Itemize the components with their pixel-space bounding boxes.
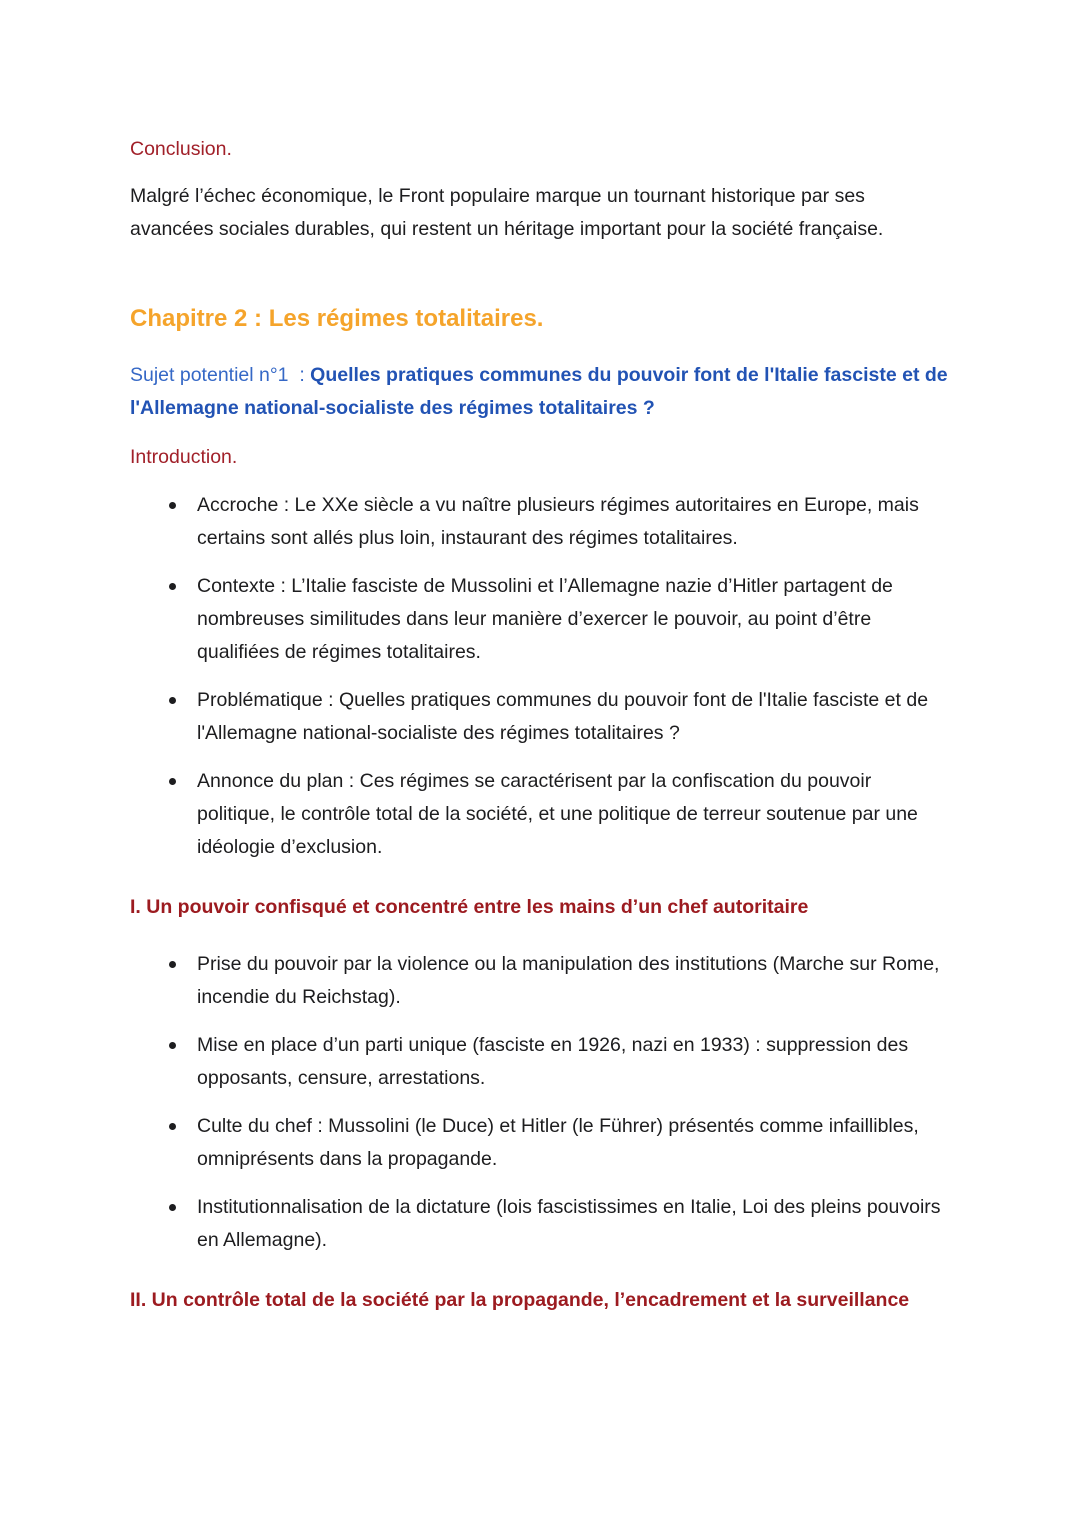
subject-prefix: Sujet potentiel n°1: [130, 364, 289, 386]
section-1-bullet-list: [130, 948, 950, 1257]
introduction-label: Introduction.: [130, 446, 238, 468]
subject-line: [130, 359, 950, 425]
list-item: Prise du pouvoir par la violence ou la manipulation des institutions (Marche sur Rome, incendie du Reichstag).: [130, 948, 950, 1014]
list-item: Mise en place d’un parti unique (fasciste en 1926, nazi en 1933) : suppression des opposants, censure, arrestations.: [130, 1029, 950, 1095]
list-item: Culte du chef : Mussolini (le Duce) et Hitler (le Führer) présentés comme infaillibles, omniprésents dans la propagande.: [130, 1110, 950, 1176]
list-item: Accroche : Le XXe siècle a vu naître plusieurs régimes autoritaires en Europe, mais certains sont allés plus loin, instaurant des régimes totalitaires.: [130, 489, 950, 555]
section-2-title: II. Un contrôle total de la société par la propagande, l’encadrement et la surveillance: [130, 1289, 910, 1311]
list-item: Institutionnalisation de la dictature (lois fascistissimes en Italie, Loi des pleins pouvoirs en Allemagne).: [130, 1191, 950, 1257]
conclusion-label: Conclusion.: [130, 138, 232, 160]
introduction-bullet-list: [130, 489, 950, 864]
list-item: Annonce du plan : Ces régimes se caractérisent par la confiscation du pouvoir politique, le contrôle total de la société, et une politique de terreur soutenue par une idéologie d’exclusion.: [130, 765, 950, 864]
subject-question: Quelles pratiques communes du pouvoir font de l'Italie fasciste et de l'Allemagne national-socialiste des régimes totalitaires ?: [130, 364, 948, 419]
subject-separator: :: [288, 364, 311, 386]
section-1-title: I. Un pouvoir confisqué et concentré entre les mains d’un chef autoritaire: [130, 896, 809, 918]
list-item: Problématique : Quelles pratiques communes du pouvoir font de l'Italie fasciste et de l'Allemagne national-socialiste des régimes totalitaires ?: [130, 684, 950, 750]
conclusion-paragraph: Malgré l’échec économique, le Front populaire marque un tournant historique par ses avancées sociales durables, qui restent un héritage important pour la société française.: [130, 185, 884, 240]
chapter-title: Chapitre 2 : Les régimes totalitaires.: [130, 305, 544, 332]
list-item: Contexte : L’Italie fasciste de Mussolini et l’Allemagne nazie d’Hitler partagent de nombreuses similitudes dans leur manière d’exercer le pouvoir, au point d’être qualifiées de régimes totalitaires.: [130, 570, 950, 669]
